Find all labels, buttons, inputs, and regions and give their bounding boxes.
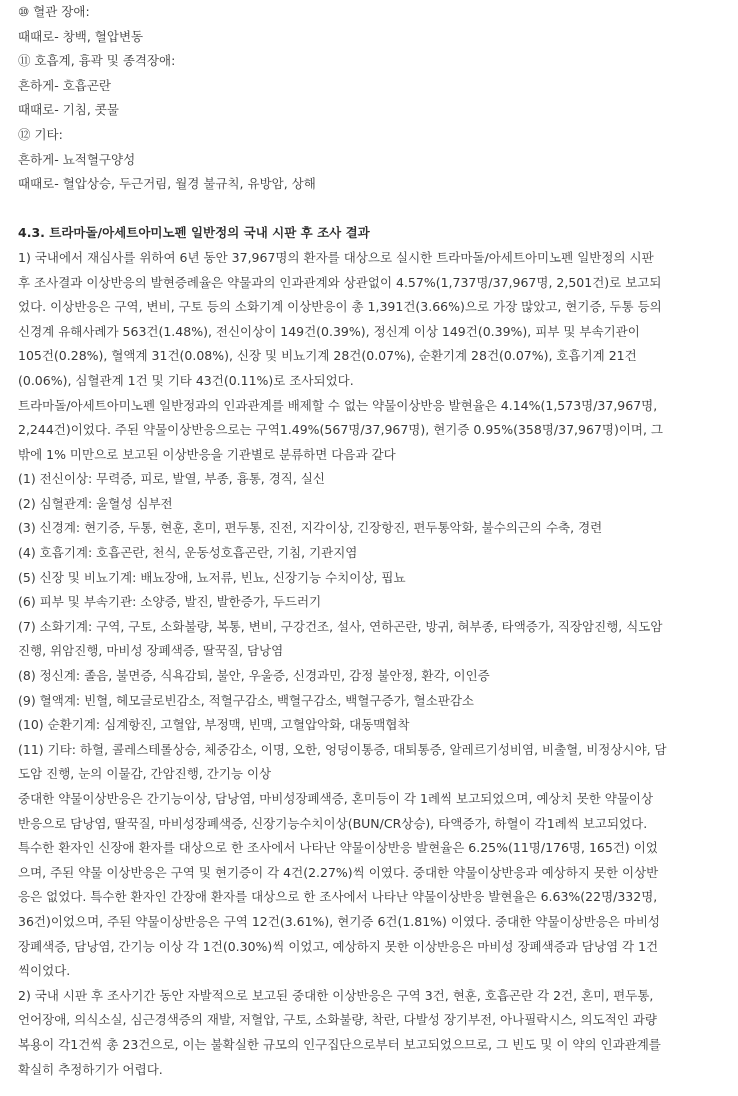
text-line: 때때로- 혈압상승, 두근거림, 월경 불규칙, 유방암, 상해 — [18, 176, 316, 192]
text-line: 장폐색증, 담낭염, 간기능 이상 각 1건(0.30%)씩 이었고, 예상하지 못한 이상반응은 마비성 장폐색증과 담낭염 각 1건 — [18, 938, 659, 954]
text-line: 응은 없었다. 특수한 환자인 간장애 환자를 대상으로 한 조사에서 나타난 약물이상반응 발현율은 6.63%(22명/332명, — [18, 889, 658, 905]
list-item: (5) 신장 및 비뇨기계: 배뇨장애, 뇨저류, 빈뇨, 신장기능 수치이상, 핍뇨 — [18, 569, 406, 585]
list-item: (1) 전신이상: 무력증, 피로, 발열, 부종, 흉통, 경직, 실신 — [18, 471, 325, 487]
text-line: ⑪ 호흡계, 흉곽 및 종격장애: — [18, 53, 176, 69]
text-line: 2,244건)이었다. 주된 약물이상반응으로는 구역1.49%(567명/37,967명), 현기증 0.95%(358명/37,967명)이며, 그 — [18, 422, 663, 438]
adverse-reaction-list-continued — [18, 0, 728, 197]
list-item: (3) 신경계: 현기증, 두통, 현훈, 혼미, 편두통, 진전, 지각이상, 긴장항진, 편두통악화, 불수의근의 수축, 경련 — [18, 520, 603, 536]
list-item: (2) 심혈관계: 울혈성 심부전 — [18, 495, 173, 511]
list-item: (4) 호흡기계: 호흡곤란, 천식, 운동성호흡곤란, 기침, 기관지염 — [18, 545, 358, 561]
list-item: (8) 정신계: 졸음, 불면증, 식욕감퇴, 불안, 우울증, 신경과민, 감정 불안정, 환각, 이인증 — [18, 668, 490, 684]
text-line: 1) 국내에서 재심사를 위하여 6년 동안 37,967명의 환자를 대상으로 실시한 트라마돌/아세트아미노펜 일반정의 시판 — [18, 249, 654, 265]
text-line: 확실히 추정하기가 어렵다. — [18, 1061, 163, 1077]
text-line: ⑩ 혈관 장애: — [18, 4, 90, 19]
text-line: ⑫ 기타: — [18, 126, 63, 142]
list-item: (7) 소화기계: 구역, 구토, 소화불량, 복통, 변비, 구강건조, 설사, 연하곤란, 방귀, 혀부종, 타액증가, 직장암진행, 식도암 — [18, 618, 663, 634]
section-spacer — [18, 197, 728, 222]
list-item: 도암 진행, 눈의 이물감, 간암진행, 간기능 이상 — [18, 766, 272, 782]
text-line: 중대한 약물이상반응은 간기능이상, 담낭염, 마비성장폐색증, 혼미등이 각 1례씩 보고되었으며, 예상치 못한 약물이상 — [18, 791, 654, 806]
list-item: (11) 기타: 하혈, 콜레스테롤상승, 체중감소, 이명, 오한, 엉덩이통증, 대퇴통증, 알레르기성비염, 비출혈, 비정상시야, 담 — [18, 741, 667, 757]
text-line: 105건(0.28%), 혈액계 31건(0.08%), 신장 및 비뇨기계 28건(0.07%), 순환기계 28건(0.07%), 호흡기계 21건 — [18, 348, 637, 364]
section-body — [18, 246, 728, 1082]
text-line: 복용이 각1건씩 총 23건으로, 이는 불확실한 규모의 인구집단으로부터 보고되었으므로, 그 빈도 및 이 약의 인과관계를 — [18, 1036, 661, 1052]
text-line: 2) 국내 시판 후 조사기간 동안 자발적으로 보고된 중대한 이상반응은 구역 3건, 현훈, 호흡곤란 각 2건, 혼미, 편두통, — [18, 987, 654, 1003]
list-item: (10) 순환기계: 심계항진, 고혈압, 부정맥, 빈맥, 고혈압악화, 대동맥협착 — [18, 717, 410, 733]
text-line: 밖에 1% 미만으로 보고된 이상반응을 기관별로 분류하면 다음과 같다 — [18, 446, 396, 462]
text-line: 으며, 주된 약물 이상반응은 구역 및 현기증이 각 4건(2.27%)씩 이였다. 중대한 약물이상반응과 예상하지 못한 이상반 — [18, 864, 659, 880]
text-line: 었다. 이상반응은 구역, 변비, 구토 등의 소화기계 이상반응이 총 1,391건(3.66%)으로 가장 많았고, 현기증, 두통 등의 — [18, 299, 662, 315]
text-line: 때때로- 기침, 콧물 — [18, 102, 119, 118]
list-item: 진행, 위암진행, 마비성 장폐색증, 딸꾹질, 담낭염 — [18, 643, 284, 659]
text-line: 흔하게- 호흡곤란 — [18, 77, 112, 93]
list-item: (6) 피부 및 부속기관: 소양증, 발진, 발한증가, 두드러기 — [18, 594, 322, 610]
text-line: 특수한 환자인 신장애 환자를 대상으로 한 조사에서 나타난 약물이상반응 발현율은 6.25%(11명/176명, 165건) 이었 — [18, 840, 658, 856]
text-line: 36건)이었으며, 주된 약물이상반응은 구역 12건(3.61%), 현기증 6건(1.81%) 이였다. 중대한 약물이상반응은 마비성 — [18, 913, 660, 929]
text-line: 트라마돌/아세트아미노펜 일반정과의 인과관계를 배제할 수 없는 약물이상반응 발현율은 4.14%(1,573명/37,967명, — [18, 397, 658, 413]
text-line: (0.06%), 심혈관계 1건 및 기타 43건(0.11%)로 조사되었다. — [18, 372, 354, 388]
list-item: (9) 혈액계: 빈혈, 헤모글로빈감소, 적혈구감소, 백혈구감소, 백혈구증가, 혈소판감소 — [18, 692, 474, 708]
text-line: 신경계 유해사례가 563건(1.48%), 전신이상이 149건(0.39%), 정신계 이상 149건(0.39%), 피부 및 부속기관이 — [18, 323, 640, 339]
text-line: 반응으로 담낭염, 딸꾹질, 마비성장폐색증, 신장기능수치이상(BUN/CR상승), 타액증가, 하혈이 각1례씩 보고되었다. — [18, 815, 648, 831]
text-line: 때때로- 창백, 혈압변동 — [18, 28, 144, 44]
section-heading: 4.3. 트라마돌/아세트아미노펜 일반정의 국내 시판 후 조사 결과 — [18, 225, 370, 241]
text-line: 후 조사결과 이상반응의 발현증례율은 약물과의 인과관계와 상관없이 4.57%(1,737명/37,967명, 2,501건)로 보고되 — [18, 274, 662, 290]
text-line: 흔하게- 뇨적혈구양성 — [18, 151, 136, 167]
text-line: 씩이었다. — [18, 963, 71, 979]
text-line: 언어장애, 의식소실, 심근경색증의 재발, 저혈압, 구토, 소화불량, 착란, 다발성 장기부전, 아나필락시스, 의도적인 과량 — [18, 1012, 657, 1028]
